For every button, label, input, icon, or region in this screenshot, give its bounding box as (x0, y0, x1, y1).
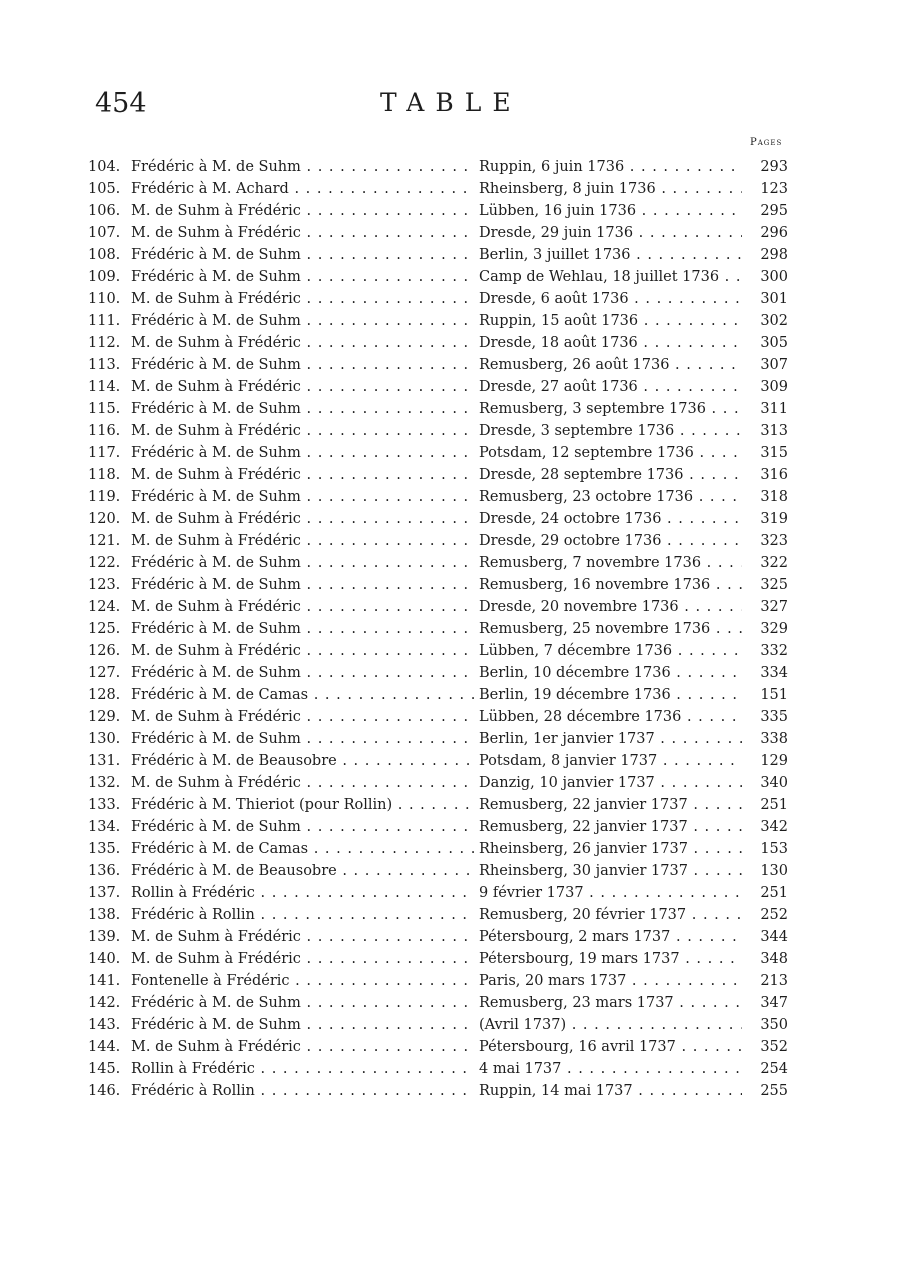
entry-page: 313 (760, 423, 788, 439)
entry-correspondents: Frédéric à M. de Camas . . . (131, 684, 474, 706)
entry-place-date: Potsdam, 12 septembre 1736 . . . (479, 442, 742, 464)
entry-page: 311 (760, 401, 788, 417)
toc-entry (0, 706, 900, 728)
toc-entry (0, 200, 900, 222)
entry-page: 323 (760, 533, 788, 549)
toc-entry (0, 398, 900, 420)
toc-entry (0, 530, 900, 552)
entry-page: 347 (760, 995, 788, 1011)
entry-place-date: Remusberg, 7 novembre 1736 . . . (479, 552, 742, 574)
entry-page: 315 (760, 445, 788, 461)
entry-place-date: Lübben, 28 décembre 1736 . . . (479, 706, 742, 728)
entry-number: 120. (88, 511, 121, 527)
toc-entry (0, 244, 900, 266)
entry-correspondents: M. de Suhm à Frédéric . . . (131, 772, 474, 794)
entry-number: 126. (88, 643, 121, 659)
toc-entry (0, 948, 900, 970)
entry-number: 135. (88, 841, 121, 857)
entry-number: 129. (88, 709, 121, 725)
toc-entry (0, 772, 900, 794)
toc-entry (0, 618, 900, 640)
entry-place-date: Dresde, 29 juin 1736 . . . (479, 222, 742, 244)
toc-entry (0, 1036, 900, 1058)
toc-entry (0, 266, 900, 288)
entry-correspondents: Frédéric à M. de Suhm . . . (131, 662, 474, 684)
toc-entry (0, 1058, 900, 1080)
entry-number: 141. (88, 973, 121, 989)
entry-page: 213 (760, 973, 788, 989)
entry-page: 322 (760, 555, 788, 571)
entry-correspondents: M. de Suhm à Frédéric . . . (131, 926, 474, 948)
entry-correspondents: M. de Suhm à Frédéric . . . (131, 288, 474, 310)
entry-number: 114. (88, 379, 121, 395)
entry-place-date: Potsdam, 8 janvier 1737 . . . (479, 750, 742, 772)
toc-entry (0, 508, 900, 530)
toc-entry (0, 684, 900, 706)
entry-number: 128. (88, 687, 121, 703)
entry-number: 118. (88, 467, 121, 483)
entry-place-date: Danzig, 10 janvier 1737 . . . (479, 772, 742, 794)
entry-correspondents: Frédéric à M. Thieriot (pour Rollin) . . . (131, 794, 474, 816)
entry-page: 329 (760, 621, 788, 637)
entry-number: 115. (88, 401, 121, 417)
entry-place-date: Dresde, 3 septembre 1736 . . . (479, 420, 742, 442)
entry-page: 255 (760, 1083, 788, 1099)
entry-place-date: Ruppin, 15 août 1736 . . . (479, 310, 742, 332)
entry-number: 140. (88, 951, 121, 967)
entry-place-date: Remusberg, 23 octobre 1736 . . . (479, 486, 742, 508)
entry-place-date: Dresde, 24 octobre 1736 . . . (479, 508, 742, 530)
entry-page: 130 (760, 863, 788, 879)
entry-number: 111. (88, 313, 121, 329)
entry-page: 296 (760, 225, 788, 241)
entry-correspondents: Frédéric à M. de Suhm . . . (131, 574, 474, 596)
entry-page: 305 (760, 335, 788, 351)
entry-page: 251 (760, 797, 788, 813)
entry-correspondents: Frédéric à M. de Suhm . . . (131, 398, 474, 420)
entry-page: 334 (760, 665, 788, 681)
entry-page: 350 (760, 1017, 788, 1033)
entry-place-date: Dresde, 20 novembre 1736 . . . (479, 596, 742, 618)
entry-correspondents: M. de Suhm à Frédéric . . . (131, 530, 474, 552)
toc-entry (0, 596, 900, 618)
entry-page: 319 (760, 511, 788, 527)
toc-entry (0, 310, 900, 332)
entry-page: 302 (760, 313, 788, 329)
entry-correspondents: M. de Suhm à Frédéric . . . (131, 706, 474, 728)
entry-correspondents: M. de Suhm à Frédéric . . . (131, 332, 474, 354)
entry-place-date: 9 février 1737 . . . (479, 882, 742, 904)
entry-correspondents: Frédéric à M. de Suhm . . . (131, 266, 474, 288)
entry-place-date: Remusberg, 16 novembre 1736 . . . (479, 574, 742, 596)
entry-page: 325 (760, 577, 788, 593)
entry-place-date: Paris, 20 mars 1737 . . . (479, 970, 742, 992)
toc-entry (0, 222, 900, 244)
entry-place-date: Rheinsberg, 30 janvier 1737 . . . (479, 860, 742, 882)
entry-correspondents: Frédéric à M. de Suhm . . . (131, 354, 474, 376)
entry-place-date: Remusberg, 22 janvier 1737 . . . (479, 816, 742, 838)
entry-number: 121. (88, 533, 121, 549)
entry-page: 340 (760, 775, 788, 791)
entry-number: 123. (88, 577, 121, 593)
toc-entry (0, 156, 900, 178)
entry-place-date: Pétersbourg, 2 mars 1737 . . . (479, 926, 742, 948)
entry-place-date: Dresde, 18 août 1736 . . . (479, 332, 742, 354)
entry-correspondents: M. de Suhm à Frédéric . . . (131, 948, 474, 970)
entry-page: 318 (760, 489, 788, 505)
entry-correspondents: Frédéric à Rollin . . . (131, 904, 474, 926)
entry-number: 105. (88, 181, 121, 197)
toc-entry (0, 904, 900, 926)
entry-place-date: Pétersbourg, 19 mars 1737 . . . (479, 948, 742, 970)
entry-place-date: Rheinsberg, 26 janvier 1737 . . . (479, 838, 742, 860)
entry-place-date: Ruppin, 6 juin 1736 . . . (479, 156, 742, 178)
entry-correspondents: M. de Suhm à Frédéric . . . (131, 508, 474, 530)
entry-number: 110. (88, 291, 121, 307)
toc-entry (0, 420, 900, 442)
entry-number: 138. (88, 907, 121, 923)
toc-entry (0, 640, 900, 662)
toc-entry (0, 574, 900, 596)
entry-number: 117. (88, 445, 121, 461)
entry-correspondents: Frédéric à M. de Beausobre . . . (131, 860, 474, 882)
entry-page: 293 (760, 159, 788, 175)
toc-entry (0, 794, 900, 816)
entry-page: 301 (760, 291, 788, 307)
entry-page: 129 (760, 753, 788, 769)
entry-correspondents: Frédéric à M. de Suhm . . . (131, 156, 474, 178)
entry-correspondents: Fontenelle à Frédéric . . . (131, 970, 474, 992)
entry-place-date: Lübben, 16 juin 1736 . . . (479, 200, 742, 222)
toc-entry (0, 662, 900, 684)
entry-correspondents: Frédéric à M. de Suhm . . . (131, 310, 474, 332)
entry-correspondents: Frédéric à M. de Suhm . . . (131, 486, 474, 508)
entry-number: 139. (88, 929, 121, 945)
toc-entry (0, 332, 900, 354)
entry-number: 112. (88, 335, 121, 351)
entry-place-date: Pétersbourg, 16 avril 1737 . . . (479, 1036, 742, 1058)
entry-place-date: Dresde, 29 octobre 1736 . . . (479, 530, 742, 552)
entry-page: 151 (760, 687, 788, 703)
entry-page: 295 (760, 203, 788, 219)
entry-number: 134. (88, 819, 121, 835)
toc-entry (0, 860, 900, 882)
entry-number: 108. (88, 247, 121, 263)
entry-page: 123 (760, 181, 788, 197)
entry-place-date: Remusberg, 23 mars 1737 . . . (479, 992, 742, 1014)
entry-number: 146. (88, 1083, 121, 1099)
toc-entry (0, 838, 900, 860)
entry-page: 335 (760, 709, 788, 725)
page-title: TABLE (380, 88, 522, 117)
entry-number: 113. (88, 357, 121, 373)
entry-correspondents: M. de Suhm à Frédéric . . . (131, 200, 474, 222)
entry-page: 348 (760, 951, 788, 967)
entry-page: 251 (760, 885, 788, 901)
entry-place-date: Lübben, 7 décembre 1736 . . . (479, 640, 742, 662)
entry-place-date: Berlin, 10 décembre 1736 . . . (479, 662, 742, 684)
entry-correspondents: M. de Suhm à Frédéric . . . (131, 464, 474, 486)
entry-page: 298 (760, 247, 788, 263)
entry-number: 109. (88, 269, 121, 285)
toc-entry (0, 442, 900, 464)
toc-entry (0, 992, 900, 1014)
toc-entry (0, 728, 900, 750)
entry-page: 342 (760, 819, 788, 835)
entry-correspondents: M. de Suhm à Frédéric . . . (131, 420, 474, 442)
entry-number: 104. (88, 159, 121, 175)
entry-correspondents: M. de Suhm à Frédéric . . . (131, 640, 474, 662)
toc-entry (0, 926, 900, 948)
entry-number: 127. (88, 665, 121, 681)
entry-number: 124. (88, 599, 121, 615)
entry-number: 145. (88, 1061, 121, 1077)
entry-page: 300 (760, 269, 788, 285)
entry-number: 133. (88, 797, 121, 813)
entry-number: 142. (88, 995, 121, 1011)
entry-page: 332 (760, 643, 788, 659)
entry-place-date: Remusberg, 25 novembre 1736 . . . (479, 618, 742, 640)
entry-correspondents: Frédéric à Rollin . . . (131, 1080, 474, 1102)
entry-number: 122. (88, 555, 121, 571)
entry-page: 254 (760, 1061, 788, 1077)
entry-place-date: Remusberg, 26 août 1736 . . . (479, 354, 742, 376)
entry-place-date: Berlin, 19 décembre 1736 . . . (479, 684, 742, 706)
entry-page: 153 (760, 841, 788, 857)
toc-entry (0, 970, 900, 992)
entry-correspondents: Frédéric à M. de Suhm . . . (131, 816, 474, 838)
entry-place-date: Berlin, 3 juillet 1736 . . . (479, 244, 742, 266)
entry-correspondents: Frédéric à M. de Suhm . . . (131, 442, 474, 464)
entry-page: 252 (760, 907, 788, 923)
entry-correspondents: Rollin à Frédéric . . . (131, 1058, 474, 1080)
entry-page: 338 (760, 731, 788, 747)
entry-number: 130. (88, 731, 121, 747)
toc-entry (0, 750, 900, 772)
toc-entry (0, 1014, 900, 1036)
pages-column-label: Pages (750, 137, 783, 148)
entry-correspondents: Frédéric à M. de Beausobre . . . (131, 750, 474, 772)
entry-place-date: Dresde, 27 août 1736 . . . (479, 376, 742, 398)
page-number: 454 (95, 88, 147, 119)
entry-correspondents: M. de Suhm à Frédéric . . . (131, 596, 474, 618)
entry-correspondents: M. de Suhm à Frédéric . . . (131, 376, 474, 398)
entry-correspondents: Frédéric à M. de Suhm . . . (131, 244, 474, 266)
entry-place-date: Dresde, 28 septembre 1736 . . . (479, 464, 742, 486)
entry-correspondents: Frédéric à M. de Suhm . . . (131, 992, 474, 1014)
entry-correspondents: Frédéric à M. de Suhm . . . (131, 728, 474, 750)
entry-place-date: Camp de Wehlau, 18 juillet 1736 . . . (479, 266, 742, 288)
entry-number: 143. (88, 1017, 121, 1033)
entry-number: 106. (88, 203, 121, 219)
entry-place-date: Remusberg, 20 février 1737 . . . (479, 904, 742, 926)
toc-entry (0, 288, 900, 310)
entry-number: 132. (88, 775, 121, 791)
entry-number: 125. (88, 621, 121, 637)
entry-place-date: Berlin, 1er janvier 1737 . . . (479, 728, 742, 750)
toc-entry (0, 354, 900, 376)
toc-entry (0, 376, 900, 398)
entry-number: 119. (88, 489, 121, 505)
entry-number: 136. (88, 863, 121, 879)
entry-correspondents: M. de Suhm à Frédéric . . . (131, 1036, 474, 1058)
entry-page: 307 (760, 357, 788, 373)
table-of-contents (0, 156, 900, 1102)
entry-correspondents: Frédéric à M. Achard . . . (131, 178, 474, 200)
entry-place-date: Dresde, 6 août 1736 . . . (479, 288, 742, 310)
toc-entry (0, 882, 900, 904)
entry-page: 344 (760, 929, 788, 945)
entry-place-date: 4 mai 1737 . . . (479, 1058, 742, 1080)
entry-place-date: Remusberg, 22 janvier 1737 . . . (479, 794, 742, 816)
entry-correspondents: Frédéric à M. de Suhm . . . (131, 552, 474, 574)
entry-place-date: Rheinsberg, 8 juin 1736 . . . (479, 178, 742, 200)
entry-page: 327 (760, 599, 788, 615)
entry-place-date: Remusberg, 3 septembre 1736 . . . (479, 398, 742, 420)
toc-entry (0, 1080, 900, 1102)
entry-number: 144. (88, 1039, 121, 1055)
entry-page: 309 (760, 379, 788, 395)
toc-entry (0, 552, 900, 574)
entry-place-date: (Avril 1737) . . . (479, 1014, 742, 1036)
entry-correspondents: M. de Suhm à Frédéric . . . (131, 222, 474, 244)
toc-entry (0, 816, 900, 838)
entry-number: 107. (88, 225, 121, 241)
entry-number: 137. (88, 885, 121, 901)
entry-page: 316 (760, 467, 788, 483)
entry-correspondents: Frédéric à M. de Suhm . . . (131, 618, 474, 640)
entry-correspondents: Frédéric à M. de Camas . . . (131, 838, 474, 860)
toc-entry (0, 486, 900, 508)
entry-place-date: Ruppin, 14 mai 1737 . . . (479, 1080, 742, 1102)
toc-entry (0, 178, 900, 200)
entry-correspondents: Rollin à Frédéric . . . (131, 882, 474, 904)
entry-number: 116. (88, 423, 121, 439)
toc-entry (0, 464, 900, 486)
entry-correspondents: Frédéric à M. de Suhm . . . (131, 1014, 474, 1036)
entry-number: 131. (88, 753, 121, 769)
entry-page: 352 (760, 1039, 788, 1055)
